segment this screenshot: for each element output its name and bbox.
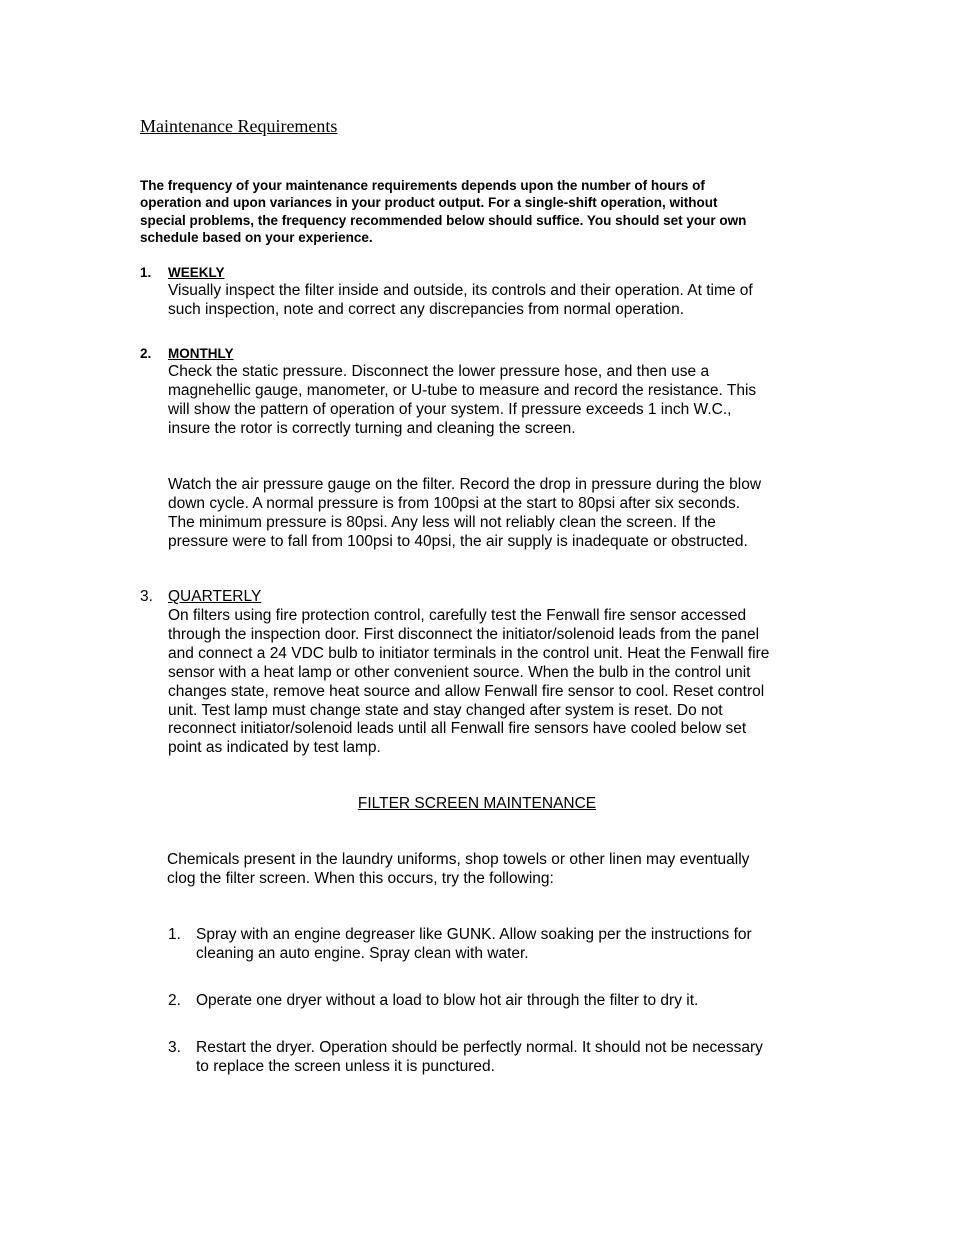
quarterly-line: unit. Test lamp must change state and stay changed after system is reset. Do not bbox=[168, 701, 723, 719]
monthly-paragraph-1 bbox=[168, 363, 828, 439]
monthly-line: magnehellic gauge, manometer, or U-tube to measure and record the resistance. This bbox=[168, 381, 757, 399]
filter-intro-line: Chemicals present in the laundry uniforms, shop towels or other linen may eventually bbox=[167, 851, 750, 868]
filter-screen-heading: FILTER SCREEN MAINTENANCE bbox=[357, 795, 597, 812]
weekly-line: Visually inspect the filter inside and outside, its controls and their operation. At time of bbox=[168, 282, 753, 299]
quarterly-line: reconnect initiator/solenoid leads until all Fenwall fire sensors have cooled below set bbox=[168, 720, 747, 738]
monthly-line: Check the static pressure. Disconnect the lower pressure hose, and then use a bbox=[168, 363, 710, 380]
monthly-line: The minimum pressure is 80psi. Any less will not reliably clean the screen. If the bbox=[168, 513, 716, 531]
monthly-number: 2. bbox=[140, 346, 152, 361]
filter-screen-intro bbox=[167, 851, 827, 889]
monthly-line: insure the rotor is correctly turning and cleaning the screen. bbox=[168, 419, 576, 437]
monthly-line: Watch the air pressure gauge on the filter. Record the drop in pressure during the blow bbox=[168, 476, 762, 493]
monthly-heading: MONTHLY bbox=[168, 346, 234, 361]
step-number: 2. bbox=[168, 992, 181, 1009]
step-line: cleaning an auto engine. Spray clean with water. bbox=[196, 944, 529, 962]
step-number: 1. bbox=[168, 926, 181, 943]
step-line: to replace the screen unless it is punctured. bbox=[196, 1057, 495, 1075]
quarterly-line: point as indicated by test lamp. bbox=[168, 739, 381, 757]
page-title: Maintenance Requirements bbox=[140, 116, 338, 136]
step-number: 3. bbox=[168, 1039, 181, 1056]
weekly-number: 1. bbox=[140, 265, 152, 280]
quarterly-line: through the inspection door. First disconnect the initiator/solenoid leads from the panel bbox=[168, 625, 760, 643]
step-text bbox=[196, 992, 836, 1011]
quarterly-body bbox=[168, 607, 828, 758]
step-line: Spray with an engine degreaser like GUNK. Allow soaking per the instructions for bbox=[196, 926, 752, 943]
intro-paragraph bbox=[140, 177, 830, 246]
quarterly-line: and connect a 24 VDC bulb to initiator terminals in the control unit. Heat the Fenwall fire bbox=[168, 644, 770, 662]
monthly-line: will show the pattern of operation of your system. If pressure exceeds 1 inch W.C., bbox=[168, 400, 732, 418]
weekly-line: such inspection, note and correct any discrepancies from normal operation. bbox=[168, 300, 685, 318]
monthly-line: down cycle. A normal pressure is from 100psi at the start to 80psi after six seconds. bbox=[168, 494, 741, 512]
monthly-paragraph-2 bbox=[168, 476, 828, 552]
intro-line: operation and upon variances in your product output. For a single-shift operation, without bbox=[140, 195, 718, 211]
intro-line: The frequency of your maintenance requirements depends upon the number of hours of bbox=[140, 178, 705, 193]
filter-intro-line: clog the filter screen. When this occurs, try the following: bbox=[167, 869, 554, 887]
quarterly-line: sensor with a heat lamp or other convenient source. When the bulb in the control unit bbox=[168, 663, 751, 681]
weekly-body bbox=[168, 282, 828, 320]
step-text bbox=[196, 1039, 836, 1077]
quarterly-line: changes state, remove heat source and allow Fenwall fire sensor to cool. Reset control bbox=[168, 682, 765, 700]
quarterly-number: 3. bbox=[140, 588, 153, 605]
weekly-heading: WEEKLY bbox=[168, 265, 225, 280]
quarterly-heading: QUARTERLY bbox=[168, 588, 262, 605]
intro-line: special problems, the frequency recommended below should suffice. You should set your own bbox=[140, 212, 747, 228]
quarterly-line: On filters using fire protection control, carefully test the Fenwall fire sensor accessed bbox=[168, 607, 747, 624]
step-line: Restart the dryer. Operation should be perfectly normal. It should not be necessary bbox=[196, 1039, 763, 1056]
step-text bbox=[196, 926, 836, 964]
step-line: Operate one dryer without a load to blow hot air through the filter to dry it. bbox=[196, 992, 699, 1009]
monthly-line: pressure were to fall from 100psi to 40psi, the air supply is inadequate or obstructed. bbox=[168, 532, 748, 550]
intro-line: schedule based on your experience. bbox=[140, 229, 373, 245]
